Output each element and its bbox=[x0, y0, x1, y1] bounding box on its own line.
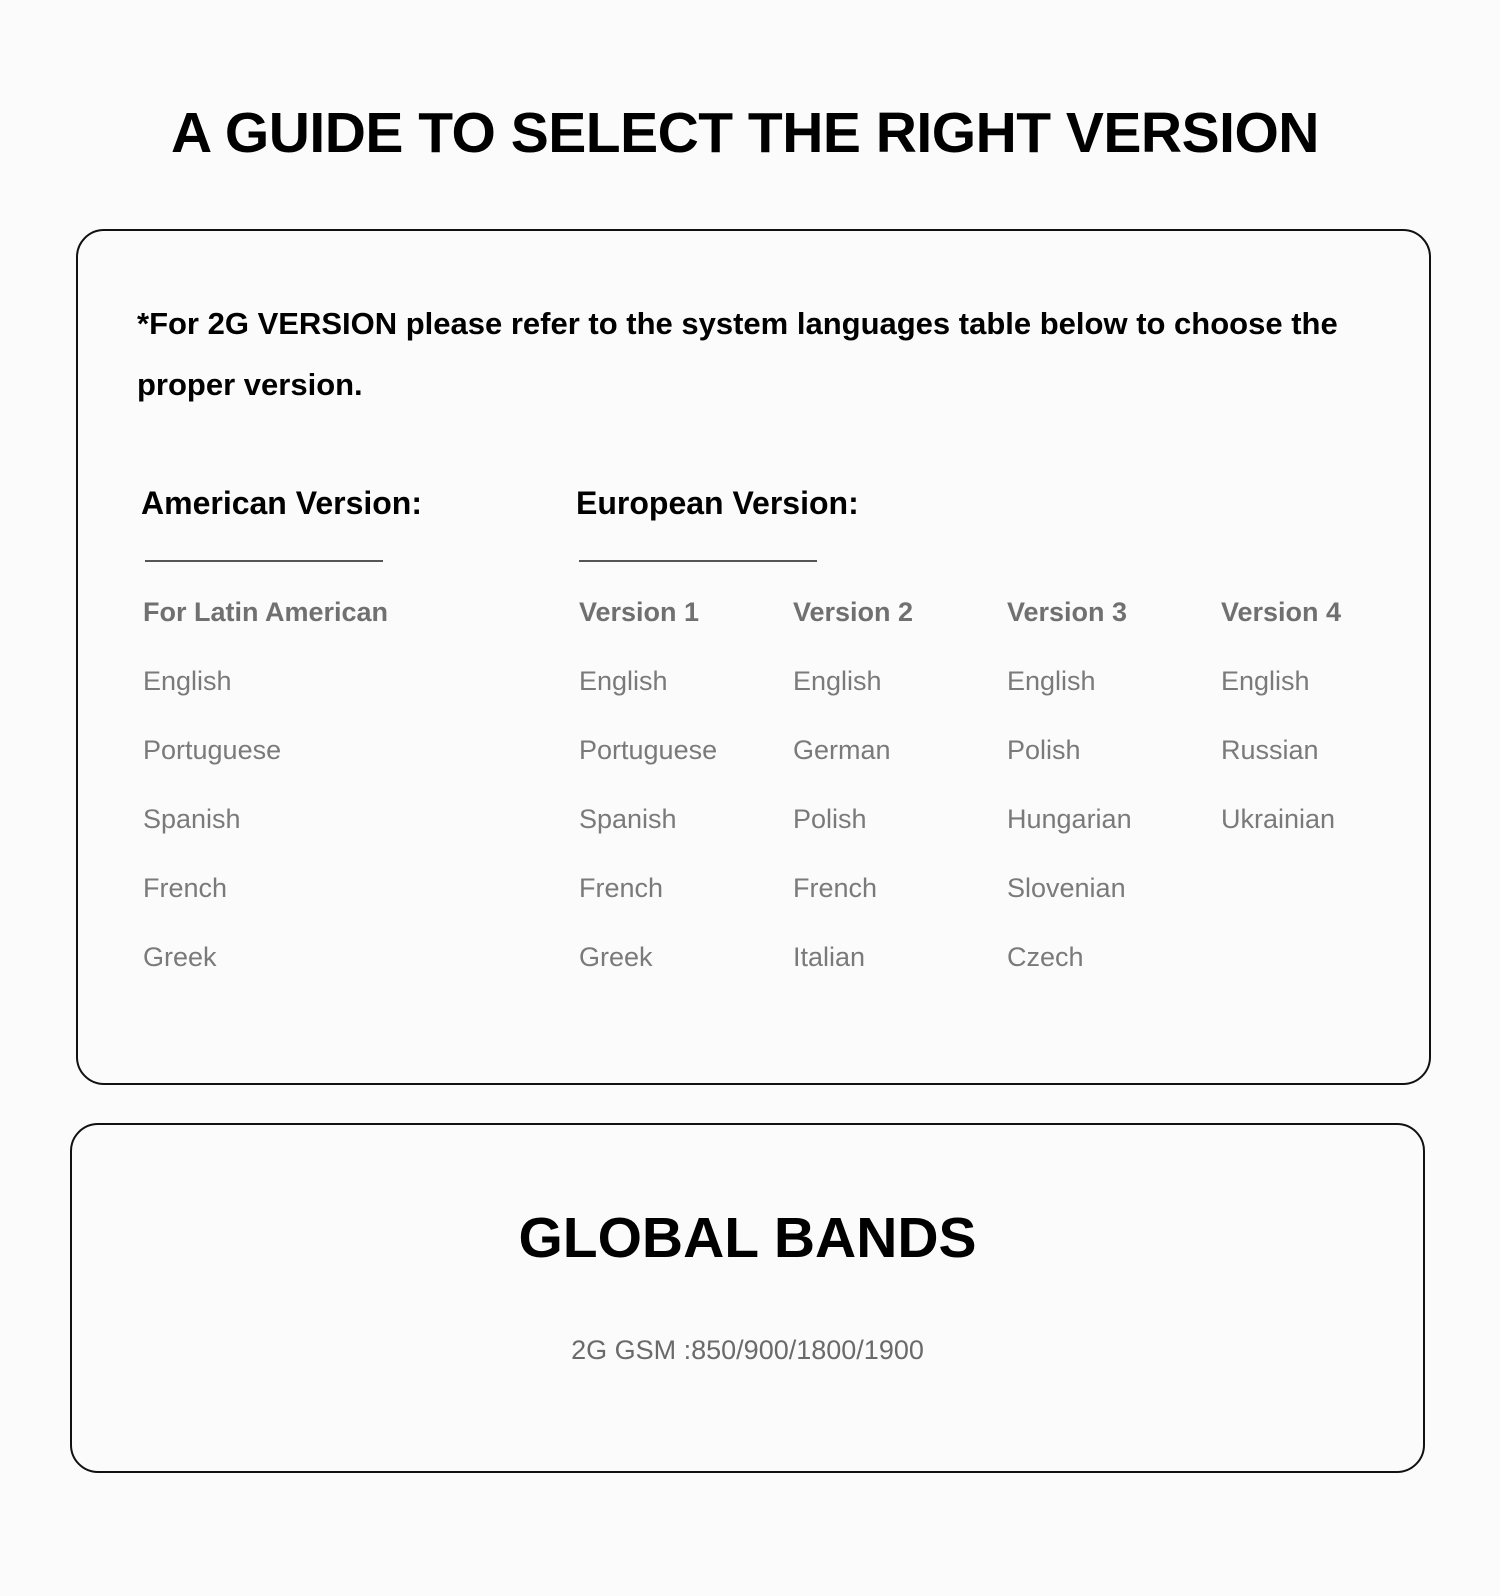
language-item: Slovenian bbox=[1007, 873, 1126, 903]
language-item: French bbox=[143, 873, 228, 903]
language-item: Spanish bbox=[579, 804, 677, 834]
language-item: Polish bbox=[1007, 735, 1081, 765]
language-item: English bbox=[143, 666, 232, 696]
column-version-4 bbox=[1221, 593, 1341, 869]
language-item: German bbox=[793, 735, 891, 765]
language-item: Greek bbox=[143, 942, 217, 972]
language-item: English bbox=[1007, 666, 1096, 696]
version-note: *For 2G VERSION please refer to the system languages table below to choose the proper version. bbox=[137, 306, 1338, 402]
american-divider bbox=[145, 560, 383, 562]
column-header: Version 4 bbox=[1221, 597, 1342, 627]
global-bands-title: GLOBAL BANDS bbox=[518, 1206, 977, 1270]
column-version-1 bbox=[579, 593, 717, 1007]
language-item: Czech bbox=[1007, 942, 1084, 972]
column-header: Version 1 bbox=[579, 597, 700, 627]
column-header: For Latin American bbox=[143, 597, 389, 627]
european-divider bbox=[579, 560, 817, 562]
language-item: Polish bbox=[793, 804, 867, 834]
global-bands-card bbox=[70, 1123, 1425, 1473]
column-header: Version 3 bbox=[1007, 597, 1128, 627]
languages-card bbox=[76, 229, 1431, 1085]
language-item: Portuguese bbox=[579, 735, 718, 765]
language-item: English bbox=[579, 666, 668, 696]
american-version-heading: American Version: bbox=[141, 485, 422, 521]
column-header: Version 2 bbox=[793, 597, 914, 627]
language-item: Hungarian bbox=[1007, 804, 1132, 834]
language-item: Portuguese bbox=[143, 735, 282, 765]
column-latin-american bbox=[143, 593, 388, 1007]
language-item: Italian bbox=[793, 942, 866, 972]
european-version-heading: European Version: bbox=[576, 485, 859, 521]
column-version-3 bbox=[1007, 593, 1132, 1007]
page-title: A GUIDE TO SELECT THE RIGHT VERSION bbox=[171, 101, 1319, 165]
language-item: Russian bbox=[1221, 735, 1319, 765]
language-item: French bbox=[793, 873, 878, 903]
language-item: Ukrainian bbox=[1221, 804, 1336, 834]
column-version-2 bbox=[793, 593, 913, 1007]
gsm-bands-text: 2G GSM :850/900/1800/1900 bbox=[571, 1335, 924, 1365]
language-item: French bbox=[579, 873, 664, 903]
language-item: Greek bbox=[579, 942, 653, 972]
language-item: English bbox=[1221, 666, 1310, 696]
language-item: Spanish bbox=[143, 804, 241, 834]
language-item: English bbox=[793, 666, 882, 696]
